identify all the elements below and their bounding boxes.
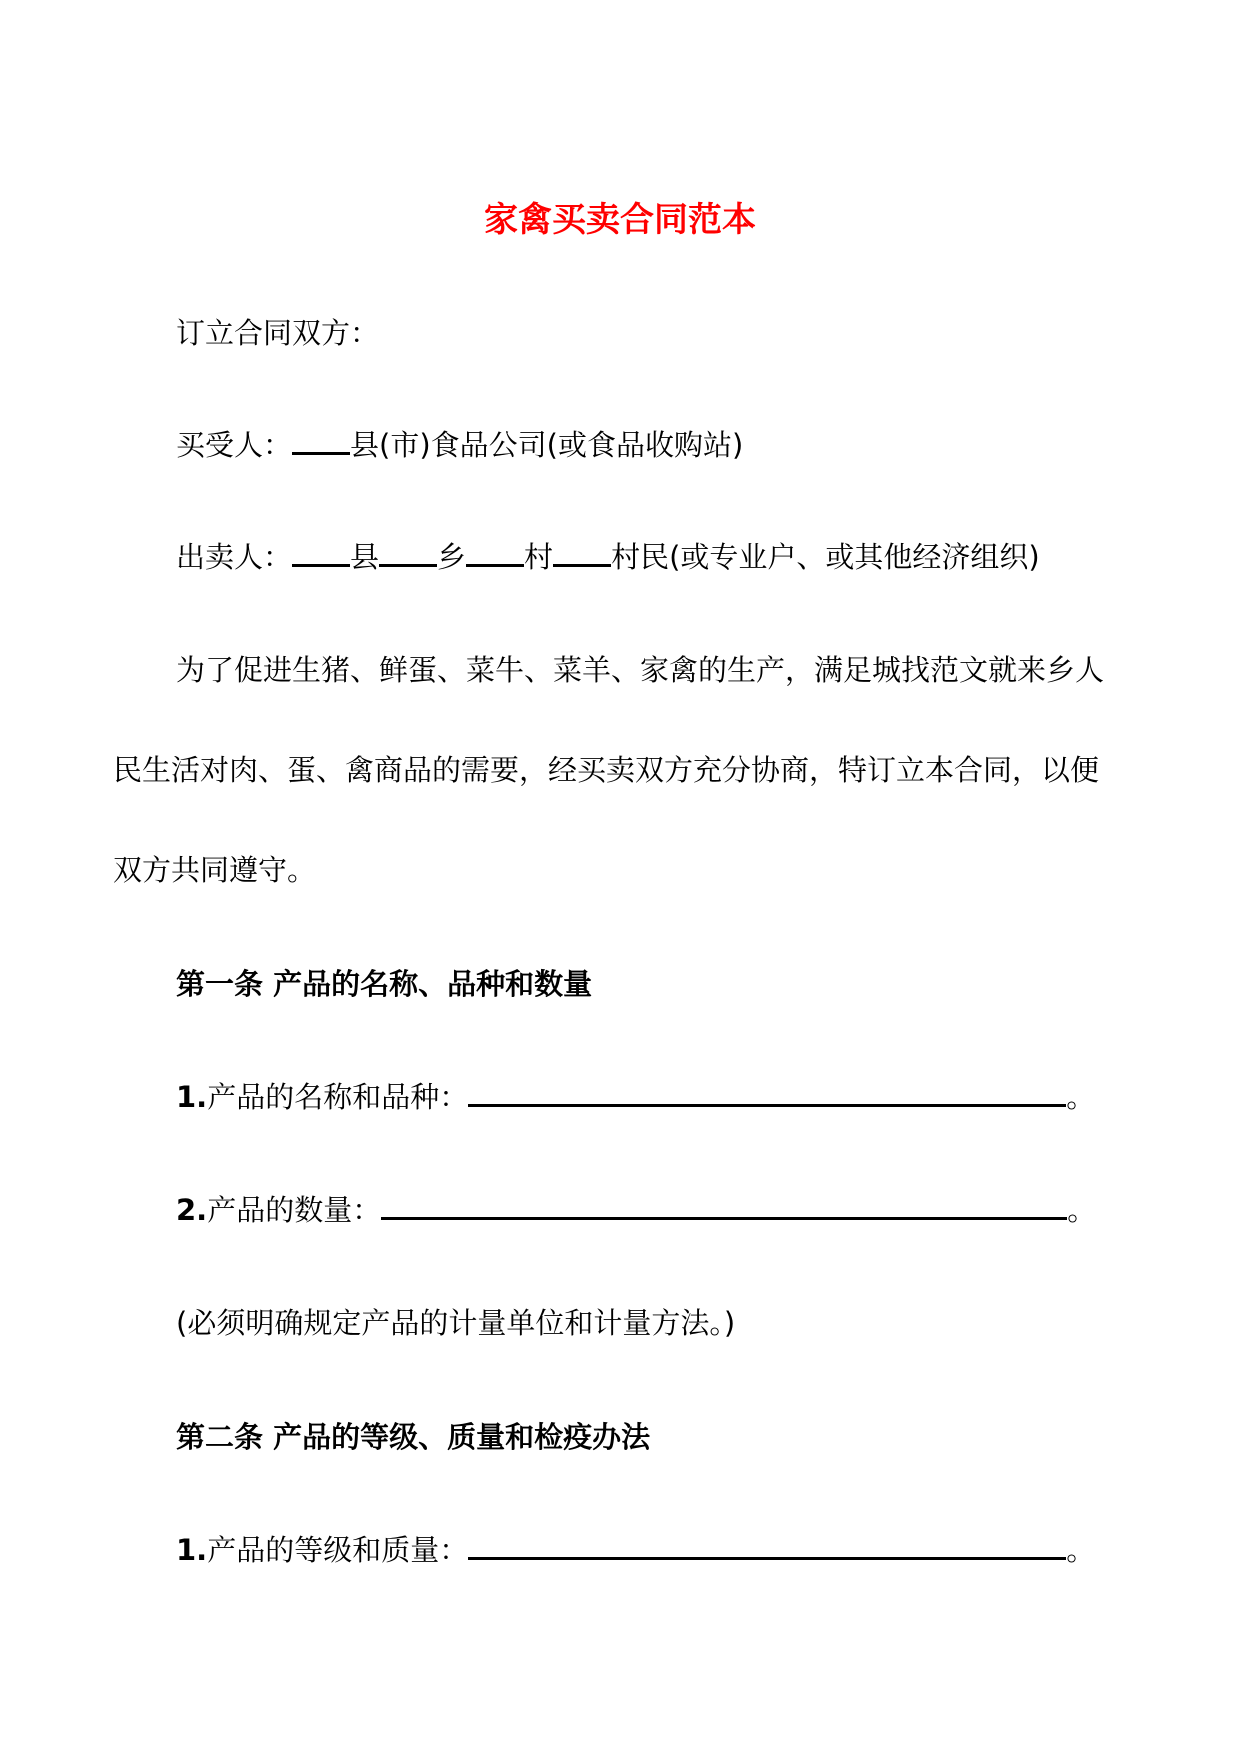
seller-blank-county [292,534,350,567]
article-1-note: (必须明确规定产品的计量单位和计量方法。) [176,1306,736,1340]
item-end: 。 [1067,1193,1097,1227]
seller-blank-villager [553,534,611,567]
item-number: 2. [176,1193,208,1227]
preamble-line-2: 民生活对肉、蛋、禽商品的需要，经买卖双方充分协商，特订立本合同，以便 [113,753,1100,787]
seller-villager: 村民(或专业户、或其他经济组织) [611,540,1040,574]
quantity-blank [381,1187,1067,1220]
item-label: 产品的等级和质量： [207,1533,469,1567]
preamble-line-1: 为了促进生猪、鲜蛋、菜牛、菜羊、家禽的生产，满足城找范文就来乡人 [176,653,1105,687]
seller-line [176,534,1040,580]
buyer-label: 买受人： [176,428,293,462]
seller-blank-township [379,534,437,567]
seller-label: 出卖人： [176,540,293,574]
item-end: 。 [1066,1533,1096,1567]
seller-blank-village [466,534,524,567]
grade-quality-blank [468,1527,1066,1560]
item-number: 1. [176,1080,208,1114]
seller-county: 县 [350,540,380,574]
item-label: 产品的数量： [207,1193,382,1227]
buyer-line [176,422,743,468]
name-variety-blank [468,1074,1066,1107]
buyer-text: 县(市)食品公司(或食品收购站) [350,428,744,462]
document-title: 家禽买卖合同范本 [484,200,756,240]
seller-village: 村 [524,540,554,574]
article-1-item-2 [176,1187,1096,1233]
item-end: 。 [1066,1080,1096,1114]
article-2-heading: 第二条 产品的等级、质量和检疫办法 [176,1420,651,1454]
article-2-item-1 [176,1527,1095,1573]
item-number: 1. [176,1533,208,1567]
article-1-heading: 第一条 产品的名称、品种和数量 [176,967,593,1001]
preamble-line-3: 双方共同遵守。 [113,853,317,887]
parties-heading: 订立合同双方： [176,316,380,350]
item-label: 产品的名称和品种： [207,1080,469,1114]
buyer-blank [292,422,350,455]
seller-township: 乡 [437,540,467,574]
article-1-item-1 [176,1074,1095,1120]
